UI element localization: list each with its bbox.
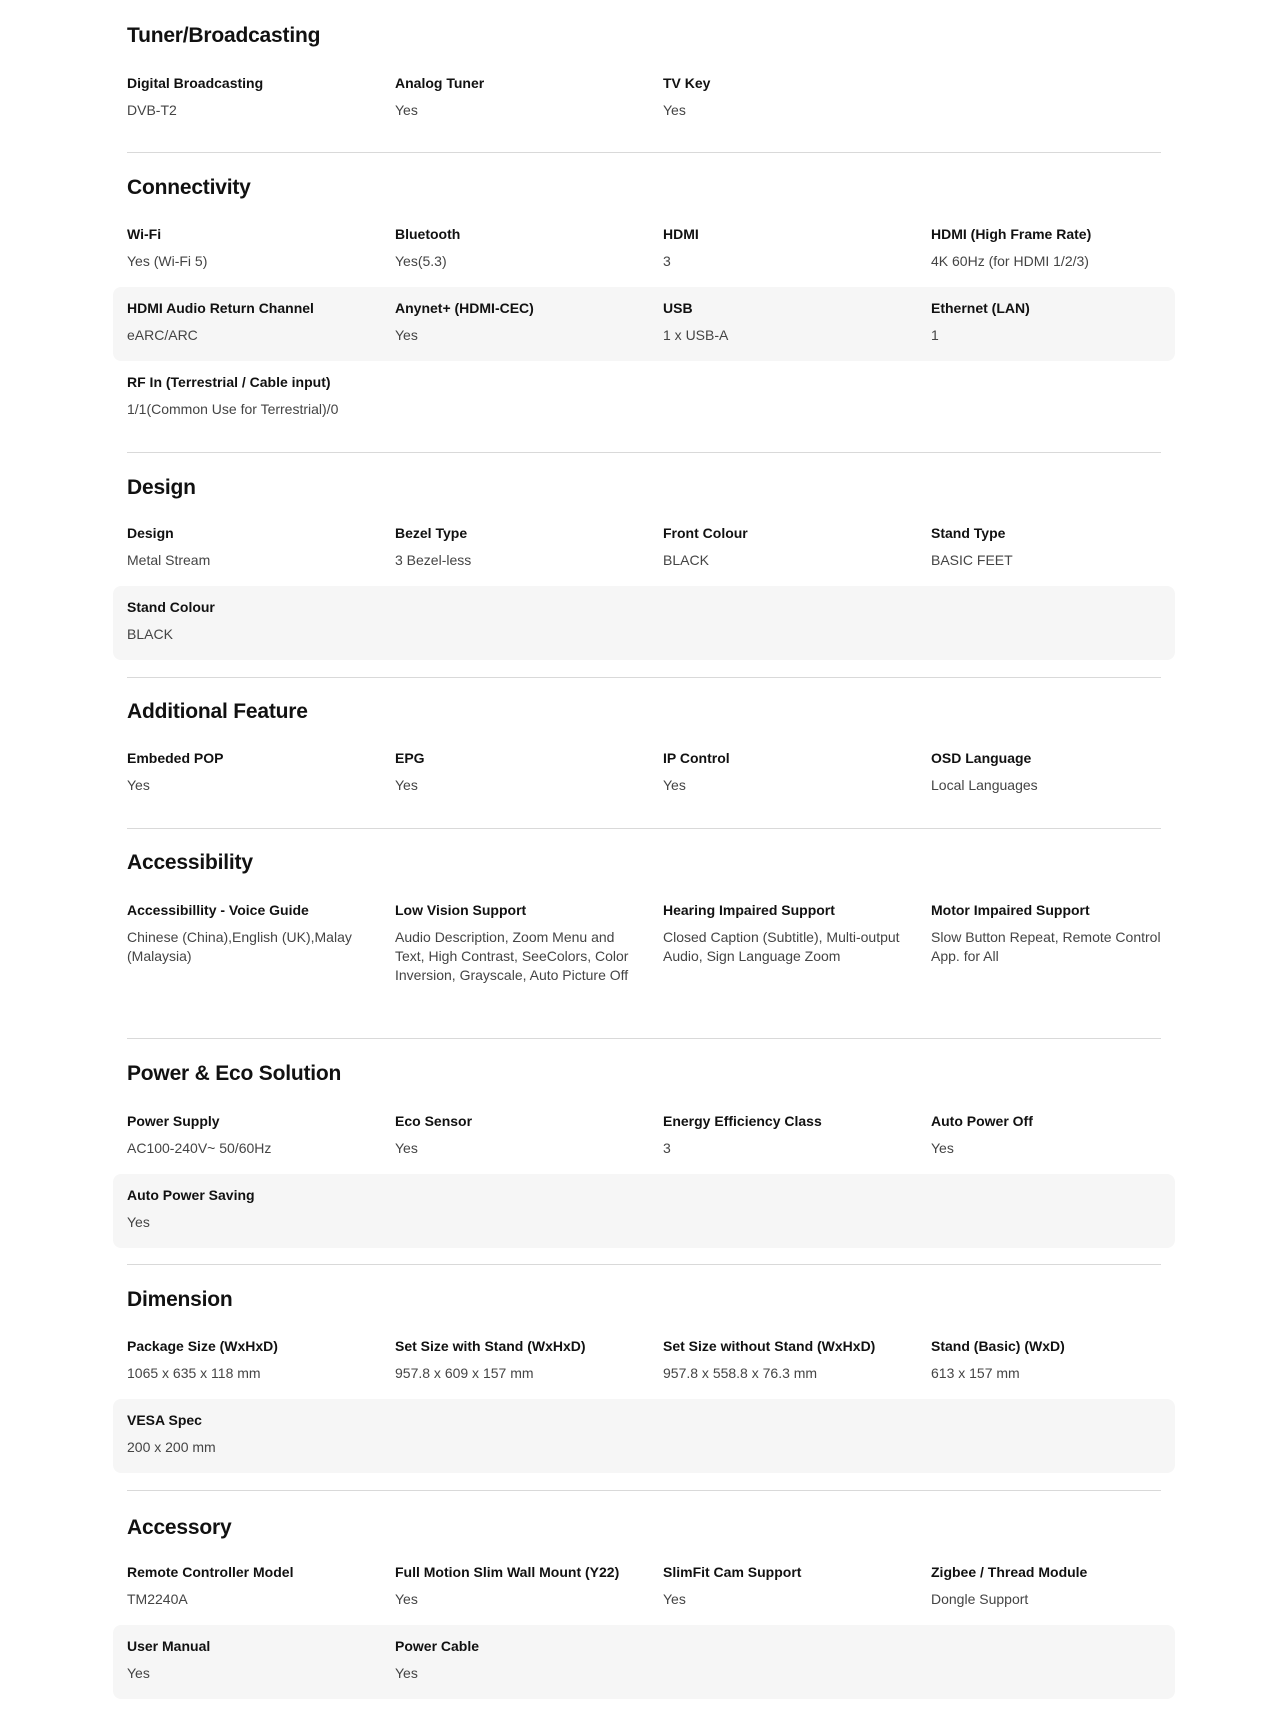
spec-value: Audio Description, Zoom Menu and Text, High Contrast, SeeColors, Color Inversion, Grayscale, Auto Picture Off (395, 929, 629, 983)
spec-label: Package Size (WxHxD) (127, 1338, 278, 1354)
spec-item-set-size-with-stand-wxhxd (395, 1337, 645, 1383)
section-divider (127, 1264, 1161, 1265)
spec-row (113, 1551, 1175, 1625)
spec-item-eco-sensor (395, 1112, 645, 1158)
section-title: Dimension (127, 1288, 233, 1311)
section-divider (127, 828, 1161, 829)
spec-row (113, 1100, 1175, 1174)
spec-value: 1065 x 635 x 118 mm (127, 1365, 261, 1381)
spec-row (113, 1174, 1175, 1248)
section-title: Accessory (127, 1516, 232, 1539)
spec-item-usb (663, 299, 913, 345)
spec-label: Embeded POP (127, 750, 224, 766)
section-divider (127, 677, 1161, 678)
spec-label: HDMI (High Frame Rate) (931, 226, 1092, 242)
spec-value: 3 Bezel-less (395, 552, 472, 568)
section-divider (127, 452, 1161, 453)
spec-label: Stand Colour (127, 599, 215, 615)
spec-value: 1/1(Common Use for Terrestrial)/0 (127, 401, 339, 417)
section-title: Accessibility (127, 851, 253, 874)
spec-item-anynet-hdmi-cec (395, 299, 645, 345)
spec-item-power-supply (127, 1112, 377, 1158)
spec-value: Yes (395, 1591, 418, 1607)
spec-row (113, 1399, 1175, 1473)
spec-item-wi-fi (127, 225, 377, 271)
spec-item-auto-power-saving (127, 1186, 377, 1232)
spec-row (113, 512, 1175, 586)
spec-value: Yes (663, 102, 686, 118)
spec-label: Design (127, 525, 174, 541)
spec-value: Yes(5.3) (395, 253, 447, 269)
spec-value: 1 (931, 327, 939, 343)
section-divider (127, 152, 1161, 153)
spec-value: Local Languages (931, 777, 1038, 793)
spec-value: Slow Button Repeat, Remote Control App. for All (931, 929, 1161, 964)
spec-item-design (127, 524, 377, 570)
spec-item-slimfit-cam-support (663, 1563, 913, 1609)
spec-item-vesa-spec (127, 1411, 377, 1457)
section-divider (127, 1038, 1161, 1039)
spec-item-remote-controller-model (127, 1563, 377, 1609)
spec-label: HDMI (663, 226, 699, 242)
spec-row (113, 1625, 1175, 1699)
spec-value: Yes (127, 777, 150, 793)
spec-value: Yes (663, 1591, 686, 1607)
spec-label: OSD Language (931, 750, 1032, 766)
spec-item-full-motion-slim-wall-mount-y22 (395, 1563, 645, 1609)
spec-value: 957.8 x 558.8 x 76.3 mm (663, 1365, 818, 1381)
spec-value: 3 (663, 1140, 671, 1156)
spec-value: 3 (663, 253, 671, 269)
spec-item-analog-tuner (395, 74, 645, 120)
spec-label: Eco Sensor (395, 1113, 473, 1129)
spec-item-motor-impaired-support (931, 901, 1181, 966)
spec-item-hdmi-high-frame-rate (931, 225, 1181, 271)
spec-item-hdmi (663, 225, 913, 271)
spec-label: IP Control (663, 750, 730, 766)
spec-item-user-manual (127, 1637, 377, 1683)
spec-value: eARC/ARC (127, 327, 198, 343)
spec-row (113, 586, 1175, 660)
spec-item-low-vision-support (395, 901, 645, 985)
section-title: Connectivity (127, 176, 251, 199)
spec-label: Anynet+ (HDMI-CEC) (395, 300, 534, 316)
spec-value: TM2240A (127, 1591, 188, 1607)
spec-value: Yes (127, 1665, 150, 1681)
spec-item-ethernet-lan (931, 299, 1181, 345)
spec-label: Set Size with Stand (WxHxD) (395, 1338, 586, 1354)
spec-item-stand-type (931, 524, 1181, 570)
spec-value: Closed Caption (Subtitle), Multi-output Audio, Sign Language Zoom (663, 929, 900, 964)
spec-item-bluetooth (395, 225, 645, 271)
spec-item-digital-broadcasting (127, 74, 377, 120)
spec-item-bezel-type (395, 524, 645, 570)
spec-label: USB (663, 300, 693, 316)
spec-value: Yes (395, 777, 418, 793)
spec-value: Yes (395, 327, 418, 343)
section-title: Design (127, 476, 196, 499)
spec-label: HDMI Audio Return Channel (127, 300, 314, 316)
spec-value: 957.8 x 609 x 157 mm (395, 1365, 534, 1381)
spec-label: Digital Broadcasting (127, 75, 264, 91)
spec-item-stand-basic-wxd (931, 1337, 1181, 1383)
section-title: Tuner/Broadcasting (127, 24, 321, 47)
spec-row (113, 889, 1175, 1007)
section-title: Additional Feature (127, 700, 308, 723)
spec-item-auto-power-off (931, 1112, 1181, 1158)
spec-label: TV Key (663, 75, 711, 91)
spec-item-hearing-impaired-support (663, 901, 913, 966)
spec-item-package-size-wxhxd (127, 1337, 377, 1383)
spec-label: Auto Power Off (931, 1113, 1033, 1129)
spec-item-epg (395, 749, 645, 795)
spec-label: Ethernet (LAN) (931, 300, 1030, 316)
spec-item-hdmi-audio-return-channel (127, 299, 377, 345)
spec-value: 1 x USB-A (663, 327, 729, 343)
spec-value: 613 x 157 mm (931, 1365, 1020, 1381)
spec-label: Auto Power Saving (127, 1187, 255, 1203)
spec-value: Yes (395, 1665, 418, 1681)
spec-label: Hearing Impaired Support (663, 902, 835, 918)
spec-label: EPG (395, 750, 425, 766)
spec-item-rf-in-terrestrial-cable-input (127, 373, 377, 419)
spec-value: DVB-T2 (127, 102, 177, 118)
spec-label: Set Size without Stand (WxHxD) (663, 1338, 876, 1354)
spec-value: 200 x 200 mm (127, 1439, 216, 1455)
spec-item-accessibillity-voice-guide (127, 901, 377, 966)
spec-value: Yes (395, 102, 418, 118)
spec-label: VESA Spec (127, 1412, 202, 1428)
spec-value: BASIC FEET (931, 552, 1013, 568)
spec-item-energy-efficiency-class (663, 1112, 913, 1158)
spec-row (113, 287, 1175, 361)
section-divider (127, 1490, 1161, 1491)
spec-row (113, 62, 1175, 122)
spec-item-zigbee-thread-module (931, 1563, 1181, 1609)
spec-label: Motor Impaired Support (931, 902, 1090, 918)
spec-label: User Manual (127, 1638, 211, 1654)
spec-label: Bluetooth (395, 226, 461, 242)
spec-label: Wi-Fi (127, 226, 162, 242)
spec-row (113, 361, 1175, 435)
spec-label: Full Motion Slim Wall Mount (Y22) (395, 1564, 620, 1580)
spec-label: Zigbee / Thread Module (931, 1564, 1088, 1580)
spec-label: Front Colour (663, 525, 748, 541)
spec-value: BLACK (663, 552, 709, 568)
spec-row (113, 1325, 1175, 1399)
spec-value: AC100-240V~ 50/60Hz (127, 1140, 272, 1156)
spec-item-power-cable (395, 1637, 645, 1683)
spec-value: Metal Stream (127, 552, 211, 568)
spec-row (113, 737, 1175, 811)
spec-value: Yes (Wi-Fi 5) (127, 253, 208, 269)
spec-value: BLACK (127, 626, 173, 642)
spec-value: Yes (663, 777, 686, 793)
spec-label: Bezel Type (395, 525, 468, 541)
spec-item-front-colour (663, 524, 913, 570)
spec-label: Low Vision Support (395, 902, 527, 918)
spec-label: Analog Tuner (395, 75, 485, 91)
spec-item-embeded-pop (127, 749, 377, 795)
spec-value: 4K 60Hz (for HDMI 1/2/3) (931, 253, 1089, 269)
spec-item-tv-key (663, 74, 913, 120)
spec-value: Yes (931, 1140, 954, 1156)
spec-label: Accessibillity - Voice Guide (127, 902, 309, 918)
spec-label: Stand Type (931, 525, 1006, 541)
spec-label: RF In (Terrestrial / Cable input) (127, 374, 331, 390)
spec-label: Power Supply (127, 1113, 220, 1129)
spec-label: Energy Efficiency Class (663, 1113, 822, 1129)
spec-label: SlimFit Cam Support (663, 1564, 802, 1580)
spec-item-stand-colour (127, 598, 377, 644)
spec-value: Yes (127, 1214, 150, 1230)
spec-item-osd-language (931, 749, 1181, 795)
spec-label: Stand (Basic) (WxD) (931, 1338, 1065, 1354)
spec-item-set-size-without-stand-wxhxd (663, 1337, 913, 1383)
spec-label: Power Cable (395, 1638, 480, 1654)
spec-value: Yes (395, 1140, 418, 1156)
spec-item-ip-control (663, 749, 913, 795)
spec-value: Chinese (China),English (UK),Malay (Malaysia) (127, 929, 352, 964)
section-title: Power & Eco Solution (127, 1062, 342, 1085)
spec-value: Dongle Support (931, 1591, 1029, 1607)
spec-label: Remote Controller Model (127, 1564, 294, 1580)
spec-row (113, 213, 1175, 287)
